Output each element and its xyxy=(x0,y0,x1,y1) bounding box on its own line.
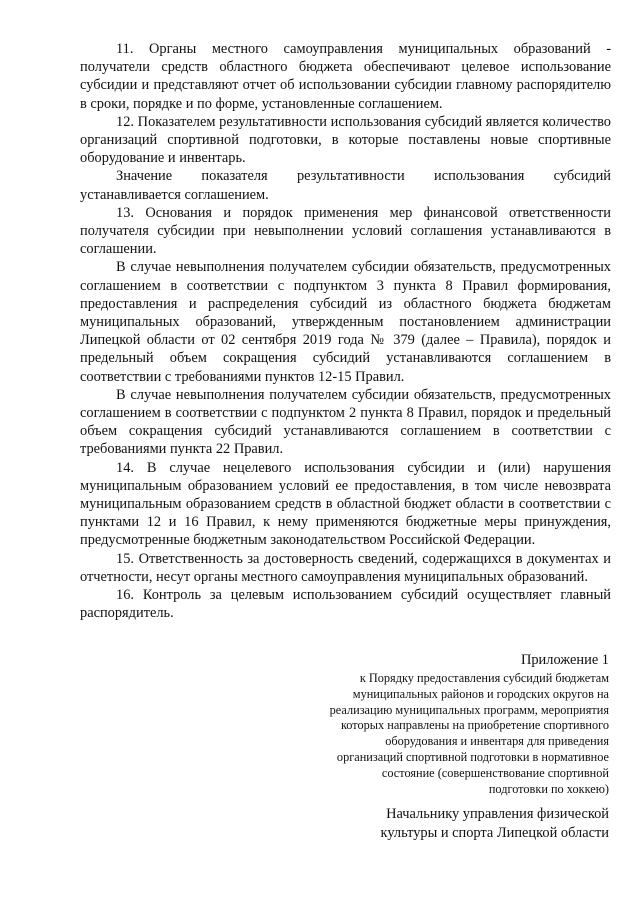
appendix-note-line: которых направлены на приобретение спортивного xyxy=(340,718,609,733)
paragraph-13-case-2: В случае невыполнения получателем субсидии обязательств, предусмотренных соглашением в соответствии с подпунктом 2 пункта 8 Правил, порядок и предельный объем сокращения субсидий устанавливаются соглашением в соответствии с требованиями пункта 22 Правил. xyxy=(80,386,611,458)
appendix-note-line: муниципальных районов и городских округов на xyxy=(352,686,609,701)
paragraph-13: 13. Основания и порядок применения мер финансовой ответственности получателя субсидии при невыполнении условий соглашения устанавливаются в соглашении. xyxy=(80,204,611,258)
appendix-note-line: подготовки по хоккею) xyxy=(488,781,609,796)
appendix-note-line: реализацию муниципальных программ, мероприятия xyxy=(329,702,609,717)
paragraph-11: 11. Органы местного самоуправления муниципальных образований - получатели средств областного бюджета обеспечивают целевое использование субсидии и представляют отчет об использовании субсидии главному распорядителю в сроки, порядке и по форме, установленные соглашением. xyxy=(80,41,611,112)
paragraph-15: 15. Ответственность за достоверность сведений, содержащихся в документах и отчетности, несут органы местного самоуправления муниципальных образований. xyxy=(80,550,611,585)
paragraph-13-case-1: В случае невыполнения получателем субсидии обязательств, предусмотренных соглашением в соответствии с подпунктом 3 пункта 8 Правил формирования, предоставления и распределения субсидий из областного бюджета бюджетам муниципальных образований, утвержденным постановлением администрации Липецкой области от 02 сентября 2019 года № 379 (далее – Правила), порядок и предельный объем сокращения субсидий устанавливаются соглашением в соответствии с требованиями пунктов 12-15 Правил. xyxy=(80,259,611,385)
addressee-line: Начальнику управления физической xyxy=(386,806,609,822)
appendix-note-line: к Порядку предоставления субсидий бюджетам xyxy=(359,671,609,685)
appendix-note-line: состояние (совершенствование спортивной xyxy=(381,765,609,780)
paragraph-16: 16. Контроль за целевым использованием субсидий осуществляет главный распорядитель. xyxy=(80,587,611,622)
paragraph-12: 12. Показателем результативности использования субсидий является количество организаций спортивной подготовки, в которые поставлены новые спортивные оборудование и инвентарь. xyxy=(80,113,611,167)
appendix-header xyxy=(289,651,609,797)
appendix-note-line: организаций спортивной подготовки в нормативное xyxy=(336,749,609,764)
document-body xyxy=(80,40,611,623)
appendix-note-line: оборудования и инвентаря для приведения xyxy=(385,734,609,749)
appendix-note xyxy=(289,671,609,797)
addressee-block xyxy=(289,805,609,843)
paragraph-12-value: Значение показателя результативности использования субсидий устанавливается соглашением. xyxy=(80,168,611,203)
addressee-line: культуры и спорта Липецкой области xyxy=(380,825,609,841)
paragraph-14: 14. В случае нецелевого использования субсидии и (или) нарушения муниципальным образованием условий ее предоставления, в том числе невозврата муниципальным образованием средств в областной бюджет области в соответствии с пунктами 12 и 16 Правил, к нему применяются бюджетные меры принуждения, предусмотренные бюджетным законодательством Российской Федерации. xyxy=(80,459,611,549)
appendix-title: Приложение 1 xyxy=(520,652,609,668)
